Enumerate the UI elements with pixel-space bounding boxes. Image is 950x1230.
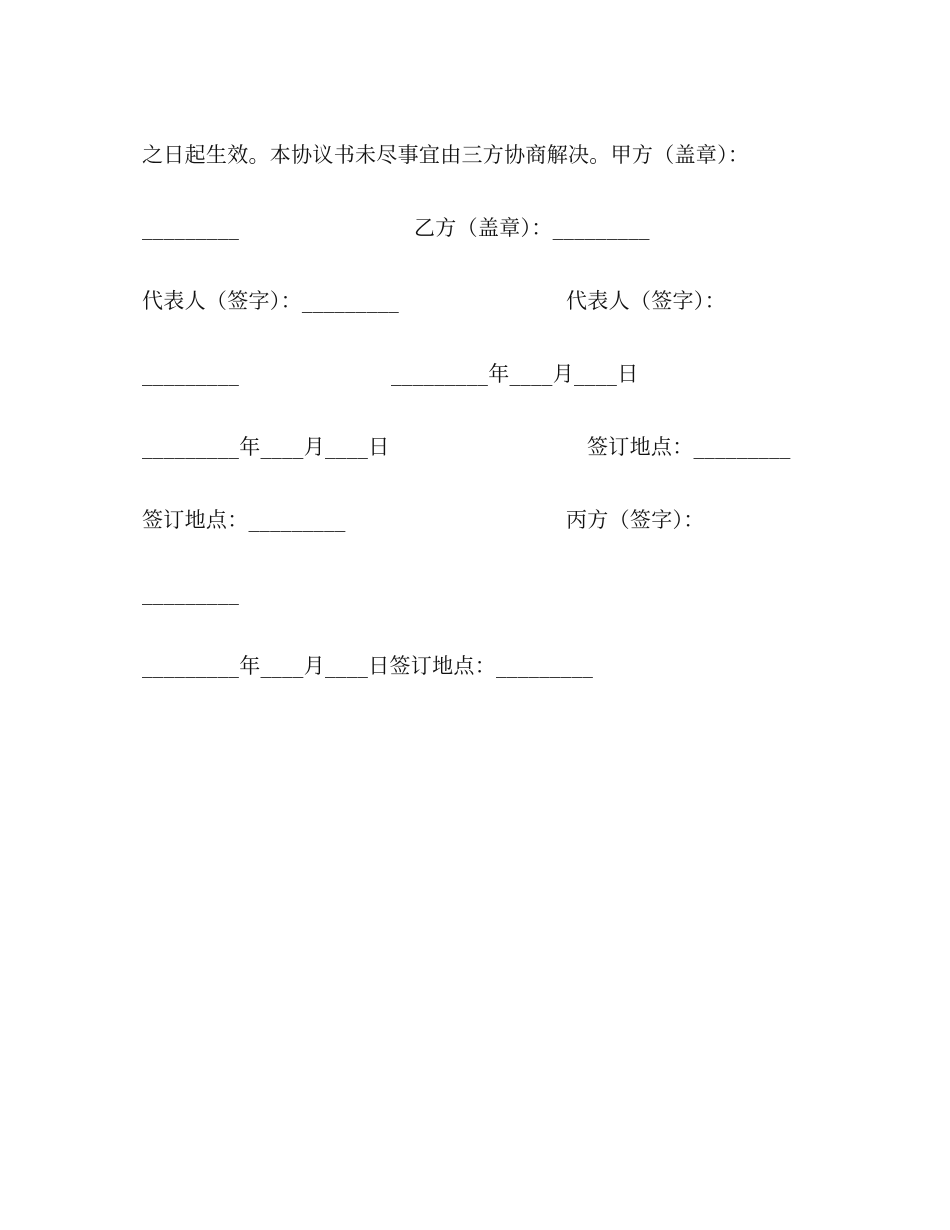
party-a-representative-signature: 代表人（签字）：_________ [142, 289, 400, 313]
party-a-date: _________年____月____日 [391, 362, 639, 386]
party-a-signing-place: 签订地点：_________ [587, 435, 791, 459]
party-b-date: _________年____月____日 [142, 435, 390, 459]
party-b-representative-blank: _________ [142, 362, 240, 386]
party-c-signature: 丙方（签字）： [566, 508, 705, 532]
party-b-representative-signature: 代表人（签字）： [566, 289, 726, 313]
party-c-date-and-place: _________年____月____日签订地点：_________ [142, 654, 594, 678]
party-c-signature-blank: _________ [142, 581, 240, 605]
party-b-seal: 乙方（盖章）：_________ [414, 216, 650, 240]
effective-clause-party-a-seal: 之日起生效。本协议书未尽事宜由三方协商解决。甲方（盖章）： [142, 143, 750, 167]
party-a-seal-blank: _________ [142, 216, 240, 240]
party-b-signing-place: 签订地点：_________ [142, 508, 346, 532]
